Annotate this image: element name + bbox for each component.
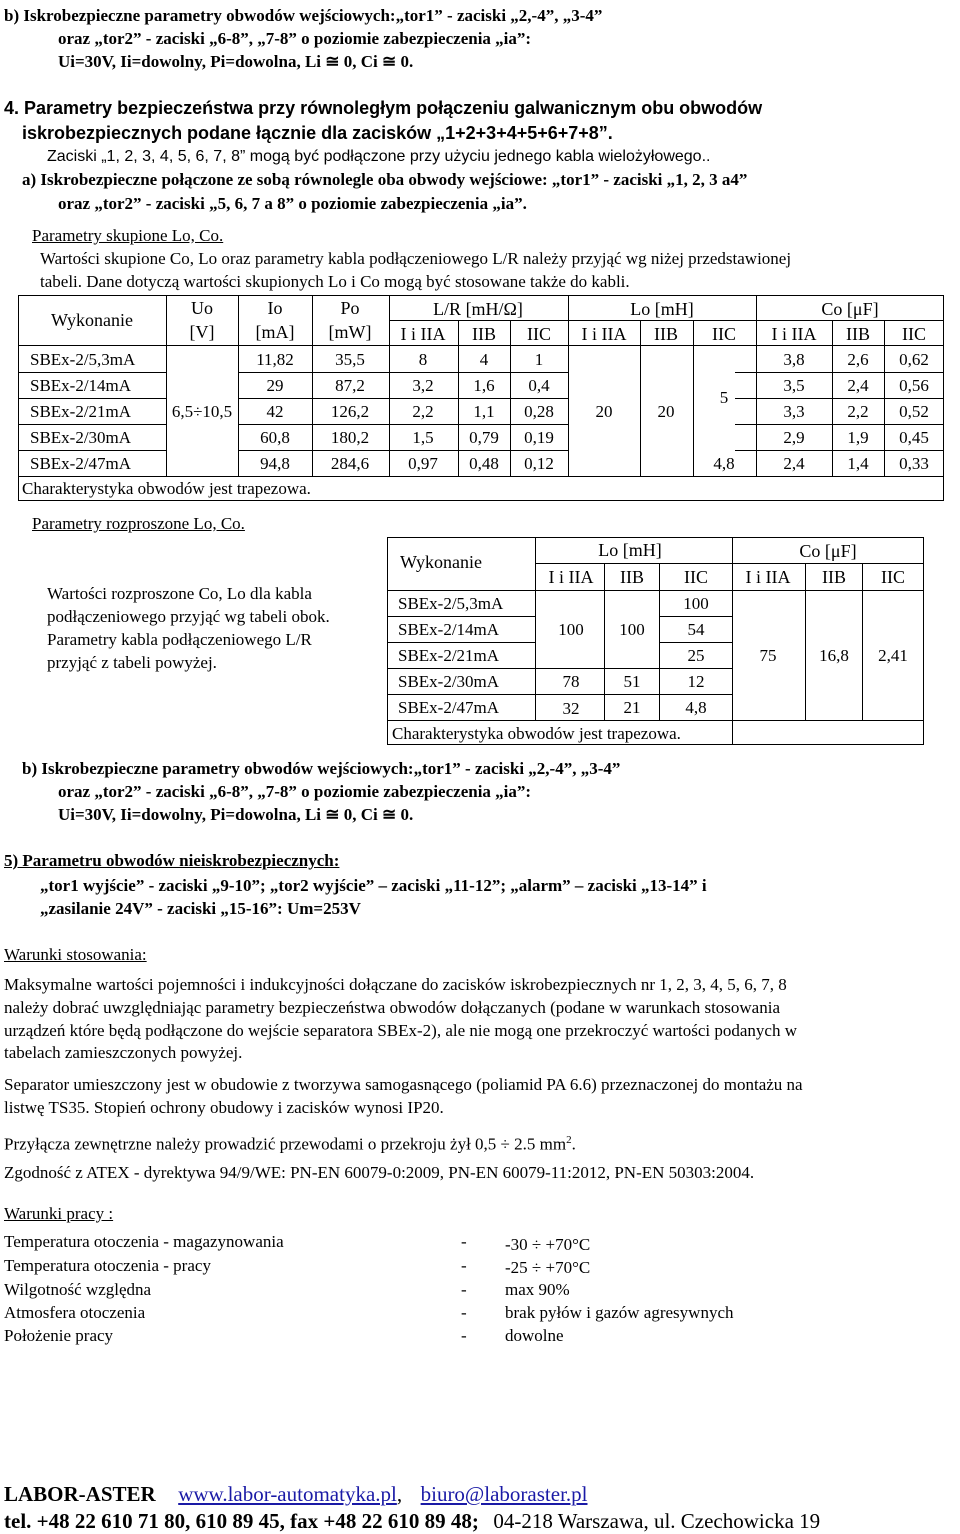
- t2-sub: IIC: [881, 567, 905, 587]
- table-row-name: SBEx-2/30mA: [30, 428, 132, 447]
- t1-uo-merged: 6,5÷10,5: [171, 402, 233, 421]
- work-row-dash: -: [461, 1326, 467, 1345]
- section-b-line3: Ui=30V, Ii=dowolny, Pi=dowolna, Li ≅ 0, Ci ≅ 0.: [58, 52, 414, 71]
- table-row-name: SBEx-2/5,3mA: [398, 594, 504, 613]
- table-cell: 2,6: [847, 350, 869, 369]
- footer-address: 04-218 Warszawa, ul. Czechowicka 19: [493, 1509, 821, 1533]
- t1-lo-iic-last: 4,8: [713, 454, 735, 473]
- table-cell: 0,12: [524, 454, 554, 473]
- t1-header-wykonanie: Wykonanie: [51, 310, 133, 330]
- t1-header-io: Io: [267, 298, 283, 318]
- footer-company: LABOR-ASTER: [4, 1482, 156, 1506]
- footer-website-link[interactable]: www.labor-automatyka.pl: [178, 1482, 397, 1506]
- section-b2-heading: b) Iskrobezpieczne parametry obwodów wejściowych:„tor1” - zaciski „2,-4”, „3-4”: [22, 759, 621, 778]
- table-cell: 0,33: [899, 454, 929, 473]
- distributed-text-1: Wartości rozproszone Co, Lo dla kabla: [47, 584, 312, 603]
- table-cell: 54: [687, 620, 705, 639]
- table-row-name: SBEx-2/21mA: [30, 402, 132, 421]
- work-row-label: Położenie pracy: [4, 1326, 114, 1345]
- table-cell: 51: [623, 672, 641, 691]
- table-cell: 0,56: [899, 376, 929, 395]
- footer-line2: [4, 1509, 820, 1533]
- t2-co2-merged: 16,8: [819, 646, 849, 665]
- table-row-name: SBEx-2/47mA: [30, 454, 132, 473]
- work-row-value: dowolne: [505, 1326, 564, 1345]
- t2-sub: IIB: [822, 567, 846, 587]
- table-cell: 1,1: [473, 402, 495, 421]
- table-cell: 2,2: [412, 402, 434, 421]
- t1-lo-iib-merged: 20: [657, 402, 675, 421]
- t1-header-po-unit: [mW]: [328, 322, 372, 342]
- conditions-p2-line1: Separator umieszczony jest w obudowie z tworzywa samogasnącego (poliamid PA 6.6) przeznaczonej do montażu na: [4, 1075, 803, 1094]
- table-row-name: SBEx-2/47mA: [398, 698, 500, 717]
- t1-sub: I i IIA: [771, 324, 817, 344]
- t1-note: Charakterystyka obwodów jest trapezowa.: [22, 479, 311, 498]
- table-cell: 0,79: [469, 428, 499, 447]
- section-b2-line2: oraz „tor2” - zaciski „6-8”, „7-8” o poziomie zabezpieczenia „ia”:: [58, 782, 532, 801]
- table-cell: 8: [418, 350, 428, 369]
- table-cell: 0,48: [469, 454, 499, 473]
- t1-sub: IIB: [654, 324, 678, 344]
- table-cell: 2,9: [783, 428, 805, 447]
- t2-sub: IIC: [684, 567, 708, 587]
- table-cell: 3,3: [783, 402, 805, 421]
- distributed-text-4: przyjąć z tabeli powyżej.: [47, 653, 217, 672]
- t1-header-lr: L/R [mH/Ω]: [433, 299, 523, 319]
- conditions-p2-line2: listwę TS35. Stopień ochrony obudowy i zacisków wynosi IP20.: [4, 1098, 444, 1117]
- table-cell: 0,97: [408, 454, 438, 473]
- table-cell: 3,5: [783, 376, 805, 395]
- table-cell: 4,8: [685, 698, 707, 717]
- table-cell: 1,6: [473, 376, 495, 395]
- section-4-line3: Zaciski „1, 2, 3, 4, 5, 6, 7, 8” mogą być podłączone przy użyciu jednego kabla wielożyłowego..: [47, 148, 711, 165]
- t2-co3-merged: 2,41: [878, 646, 908, 665]
- conditions-p4: Zgodność z ATEX - dyrektywa 94/9/WE: PN-EN 60079-0:2009, PN-EN 60079-11:2012, PN-EN 50303:2004.: [4, 1163, 755, 1182]
- table-row-name: SBEx-2/21mA: [398, 646, 500, 665]
- table-cell: 1: [534, 350, 544, 369]
- table-cell: 1,5: [412, 428, 434, 447]
- t2-sub: IIB: [620, 567, 644, 587]
- table-cell: 25: [687, 646, 705, 665]
- conditions-p1-line4: tabelach zamieszczonych powyżej.: [4, 1043, 243, 1062]
- t1-sub: IIB: [472, 324, 496, 344]
- t1-sub: IIB: [846, 324, 870, 344]
- footer-email-link[interactable]: biuro@laboraster.pl: [420, 1482, 588, 1506]
- section-5-line1: „tor1 wyjście” - zaciski „9-10”; „tor2 wyjście” – zaciski „11-12”; „alarm” – zaciski „13-14” i: [40, 876, 707, 895]
- work-row-label: Atmosfera otoczenia: [4, 1303, 146, 1322]
- table-cell: 32: [562, 699, 580, 718]
- distributed-text-2: podłączeniowego przyjąć wg tabeli obok.: [47, 607, 330, 626]
- table-cell: 126,2: [330, 402, 370, 421]
- work-row-dash: -: [461, 1232, 467, 1251]
- work-row-label: Wilgotność względna: [4, 1280, 152, 1299]
- work-row-dash: -: [461, 1303, 467, 1322]
- table-row-name: SBEx-2/14mA: [398, 620, 500, 639]
- table-cell: 3,2: [412, 376, 434, 395]
- section-b2-line3: Ui=30V, Ii=dowolny, Pi=dowolna, Li ≅ 0, Ci ≅ 0.: [58, 805, 414, 824]
- conditions-p3-sup: 2: [566, 1134, 572, 1146]
- table-cell: 0,62: [899, 350, 929, 369]
- lumped-text-1: Wartości skupione Co, Lo oraz parametry kabla podłączeniowego L/R należy przyjąć wg niżej przedstawionej: [40, 249, 792, 268]
- t1-sub: I i IIA: [400, 324, 446, 344]
- t2-sub: I i IIA: [548, 567, 594, 587]
- work-row-value: -30 ÷ +70°C: [505, 1235, 591, 1254]
- table-cell: 0,28: [524, 402, 554, 421]
- table-cell: 42: [266, 402, 284, 421]
- table-cell: 0,4: [528, 376, 550, 395]
- table-cell: 12: [687, 672, 705, 691]
- table-cell: 94,8: [260, 454, 290, 473]
- section-4a-line2: oraz „tor2” - zaciski „5, 6, 7 a 8” o poziomie zabezpieczenia „ia”.: [58, 194, 527, 213]
- t2-lo2-merged: 100: [619, 620, 645, 639]
- work-row-dash: -: [461, 1256, 467, 1275]
- table-cell: 1,4: [847, 454, 869, 473]
- conditions-title: Warunki stosowania:: [4, 945, 147, 964]
- footer-separator: ,: [396, 1482, 403, 1506]
- table-cell: 11,82: [256, 350, 294, 369]
- t1-sub: IIC: [712, 324, 736, 344]
- table-cell: 2,4: [847, 376, 869, 395]
- section-5-heading: 5) Parametru obwodów nieiskrobezpiecznych:: [4, 851, 340, 870]
- table-cell: 0,52: [899, 402, 929, 421]
- table-cell: 35,5: [335, 350, 365, 369]
- work-row-dash: -: [461, 1280, 467, 1299]
- work-row-label: Temperatura otoczenia - pracy: [4, 1256, 211, 1275]
- distributed-text-3: Parametry kabla podłączeniowego L/R: [47, 630, 312, 649]
- distributed-title: Parametry rozproszone Lo, Co.: [32, 514, 245, 533]
- t1-header-uo: Uo: [191, 298, 213, 318]
- section-5-line2: „zasilanie 24V” - zaciski „15-16”: Um=253V: [40, 899, 361, 918]
- t1-header-uo-unit: [V]: [189, 322, 215, 342]
- t1-sub: I i IIA: [581, 324, 627, 344]
- t1-header-io-unit: [mA]: [255, 322, 295, 342]
- work-row-value: brak pyłów i gazów agresywnych: [505, 1303, 734, 1322]
- t2-note: Charakterystyka obwodów jest trapezowa.: [392, 724, 681, 743]
- t2-header-wykonanie: Wykonanie: [400, 552, 482, 572]
- t1-sub: IIC: [527, 324, 551, 344]
- table-row-name: SBEx-2/14mA: [30, 376, 132, 395]
- t2-lo1-merged: 100: [558, 620, 584, 639]
- table-row-name: SBEx-2/5,3mA: [30, 350, 136, 369]
- t2-co1-merged: 75: [759, 646, 777, 665]
- table-cell: 180,2: [330, 428, 370, 447]
- t2-header-lo: Lo [mH]: [598, 540, 662, 560]
- table-cell: 2,2: [847, 402, 869, 421]
- footer-line1: [4, 1482, 588, 1506]
- table-cell: 29: [266, 376, 284, 395]
- section-b-line2: oraz „tor2” - zaciski „6-8”, „7-8” o poziomie zabezpieczenia „ia”:: [58, 29, 532, 48]
- section-4-line2: iskrobezpiecznych podane łącznie dla zacisków „1+2+3+4+5+6+7+8”.: [22, 123, 613, 143]
- table-cell: 1,9: [847, 428, 869, 447]
- work-row-value: -25 ÷ +70°C: [505, 1258, 591, 1277]
- conditions-p3-end: .: [571, 1134, 576, 1154]
- section-4-heading: 4. Parametry bezpieczeństwa przy równoległym połączeniu galwanicznym obu obwodów: [4, 98, 763, 118]
- table-cell: 60,8: [260, 428, 290, 447]
- section-b-heading: b) Iskrobezpieczne parametry obwodów wejściowych:„tor1” - zaciski „2,-4”, „3-4”: [4, 6, 603, 25]
- t1-header-co: Co [μF]: [821, 299, 879, 319]
- table-cell: 87,2: [335, 376, 365, 395]
- table-cell: 21: [623, 698, 641, 717]
- table-cell: 2,4: [783, 454, 805, 473]
- lumped-text-2: tabeli. Dane dotyczą wartości skupionych Lo i Co mogą być stosowane także do kabli.: [40, 272, 630, 291]
- table-cell: 0,45: [899, 428, 929, 447]
- work-row-value: max 90%: [505, 1280, 570, 1299]
- conditions-p3-text: Przyłącza zewnętrzne należy prowadzić przewodami o przekroju żył 0,5 ÷ 2.5 mm: [4, 1134, 567, 1154]
- t1-header-po: Po: [340, 298, 360, 318]
- table-cell: 0,19: [524, 428, 554, 447]
- t1-lo-i-merged: 20: [595, 402, 613, 421]
- table-cell: 100: [683, 594, 709, 613]
- t1-lo-iic-merged: 5: [719, 388, 729, 407]
- table-cell: 3,8: [783, 350, 805, 369]
- work-row-label: Temperatura otoczenia - magazynowania: [4, 1232, 284, 1251]
- t2-sub: I i IIA: [745, 567, 791, 587]
- conditions-p1-line2: należy dobrać uwzględniając parametry bezpieczeństwa obwodów dołączanych (podane w warunkach stosowania: [4, 998, 780, 1017]
- t1-sub: IIC: [902, 324, 926, 344]
- table-cell: 78: [562, 672, 580, 691]
- t2-header-co: Co [μF]: [799, 541, 857, 561]
- table-cell: 284,6: [330, 454, 370, 473]
- lumped-title: Parametry skupione Lo, Co.: [32, 226, 224, 245]
- table-cell: 4: [479, 350, 489, 369]
- conditions-p1-line1: Maksymalne wartości pojemności i indukcyjności dołączane do zacisków iskrobezpiecznych nr 1, 2, 3, 4, 5, 6, 7, 8: [4, 975, 787, 994]
- section-4a-line1: a) Iskrobezpieczne połączone ze sobą równolegle oba obwody wejściowe: „tor1” - zaciski „1, 2, 3 a4”: [22, 170, 748, 189]
- table-row-name: SBEx-2/30mA: [398, 672, 500, 691]
- conditions-p1-line3: urządzeń które będą podłączone do wejście separatora SBEx-2), ale nie mogą one przekroczyć wartości podanych w: [4, 1021, 797, 1040]
- work-title: Warunki pracy :: [4, 1204, 114, 1223]
- footer-phone: tel. +48 22 610 71 80, 610 89 45, fax +48 22 610 89 48;: [4, 1509, 479, 1533]
- conditions-p3: [4, 1130, 576, 1155]
- t1-header-lo: Lo [mH]: [630, 299, 694, 319]
